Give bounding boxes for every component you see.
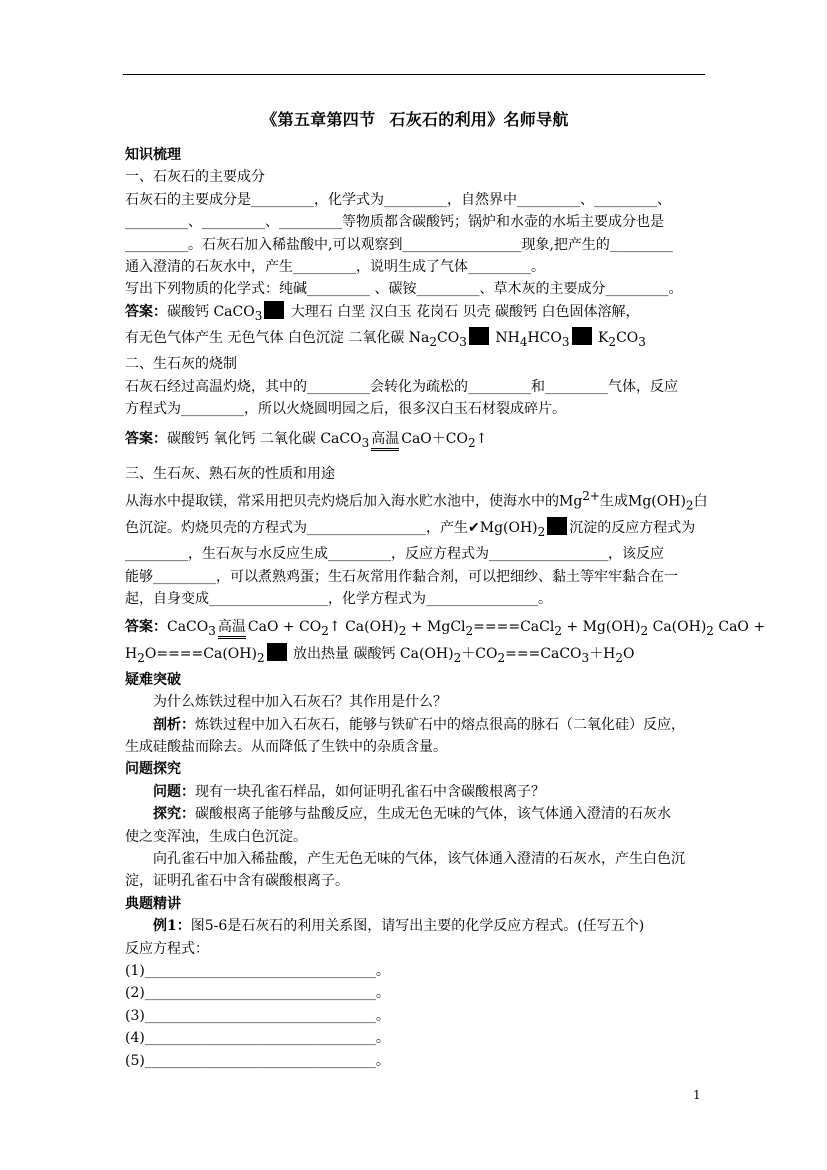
explore-line: 使之变浑浊，生成白色沉淀。 xyxy=(125,828,307,845)
section-heading-zhishi: 知识梳理 xyxy=(125,147,181,163)
answer-blank-line: (4)_________________________________。 xyxy=(125,1030,390,1047)
page-number: 1 xyxy=(693,1088,701,1102)
answer-blank-line: (2)_________________________________。 xyxy=(125,985,390,1002)
example-line: 例1：图5-6是石灰石的利用关系图，请写出主要的化学反应方程式。(任写五个) xyxy=(153,918,645,935)
answer-label: 答案： xyxy=(125,303,167,320)
explore-label: 探究： xyxy=(153,806,195,823)
paragraph-line: 写出下列物质的化学式：纯碱_________ 、碳铵_________、草木灰的主要成分_________。 xyxy=(125,281,683,298)
question-label: 问题： xyxy=(153,783,195,800)
explore-line: 探究：碳酸根离子能够与盐酸反应，生成无色无味的气体，该气体通入澄清的石灰水 xyxy=(153,806,671,823)
paragraph-line: _________，生石灰与水反应生成_________，反应方程式为_________________，该反应 xyxy=(125,546,664,563)
redacted-block xyxy=(267,643,287,661)
redacted-block xyxy=(572,327,592,345)
paragraph-line: _________。石灰石加入稀盐酸中,可以观察到_________________现象,把产生的_________ xyxy=(125,236,673,253)
answer-label: 答案： xyxy=(125,619,167,636)
answer-3-line-2: $H_2O====Ca(OH)_2$ 放出热量 碳酸钙 $Ca(OH)_2+CO_2===CaCO_3+H_2O$ xyxy=(125,643,705,669)
analysis-line: 生成硅酸盐而除去。从而降低了生铁中的杂质含量。 xyxy=(125,738,447,755)
paragraph-line: 通入澄清的石灰水中，产生_________，说明生成了气体_________。 xyxy=(125,259,545,276)
redacted-block xyxy=(547,517,567,535)
section-heading-yinan: 疑难突破 xyxy=(125,671,181,688)
answer-3-line-1: 答案：CaCO$_3$ 高温 CaO + $CO_2↑$ $Ca(OH)_2$ + MgCl$_2$====CaCl$_2$ + $Mg(OH)_2$ $Ca(OH)_2$ CaO + xyxy=(125,619,766,639)
paragraph-line: 起，自身变成_________________，化学方程式为________________。 xyxy=(125,590,552,607)
paragraph-line: 方程式为_________，所以火烧圆明园之后，很多汉白玉石材裂成碎片。 xyxy=(125,401,566,418)
redacted-block xyxy=(469,327,489,345)
analysis-line: 剖析：炼铁过程中加入石灰石，能够与铁矿石中的熔点很高的脉石（二氧化硅）反应， xyxy=(153,716,685,733)
example-sub: 反应方程式： xyxy=(125,940,209,957)
paragraph-line: 石灰石的主要成分是_________，化学式为_________，自然界中_________、_________、 xyxy=(125,191,671,208)
page-title: 《第五章第四节 石灰石的利用》名师导航 xyxy=(261,110,569,129)
explore-line: 淀，证明孔雀石中含有碳酸根离子。 xyxy=(125,873,349,890)
section-heading-wenti: 问题探究 xyxy=(125,761,181,778)
header-rule xyxy=(123,74,705,75)
condition-high-temp: 高温 xyxy=(218,618,246,639)
checkmark-icon: ✔ xyxy=(468,519,480,536)
answer-2: 答案：碳酸钙 氧化钙 二氧化碳 CaCO$_3$ 高温 $CaO+CO_2↑$ xyxy=(125,431,488,451)
paragraph-line: 能够_________，可以煮熟鸡蛋；生石灰常用作黏合剂，可以把细纱、黏土等牢牢黏合在一 xyxy=(125,568,678,585)
answer-label: 答案： xyxy=(125,431,167,448)
paragraph-line: 石灰石经过高温灼烧，其中的_________会转化为疏松的_________和_________气体，反应 xyxy=(125,378,678,395)
answer-1-line-1: 答案：碳酸钙 CaCO$_3$ 大理石 白垩 汉白玉 花岗石 贝壳 碳酸钙 白色固体溶解， xyxy=(125,301,705,327)
question-text: 为什么炼铁过程中加入石灰石？其作用是什么？ xyxy=(153,694,447,711)
analysis-label: 剖析： xyxy=(153,716,195,733)
answer-1-line-2: 有无色气体产生 无色气体 白色沉淀 二氧化碳 $Na_2CO_3$ $NH_4HCO_3$ $K_2CO_3$ xyxy=(125,327,705,353)
answer-blank-line: (3)_________________________________。 xyxy=(125,1007,390,1024)
condition-high-temp: 高温 xyxy=(371,430,399,451)
paragraph-line: 色沉淀。灼烧贝壳的方程式为_________________，产生$✔Mg(OH)_2$ 沉淀的反应方程式为 xyxy=(125,517,705,543)
section-heading-dianti: 典题精讲 xyxy=(125,895,181,912)
answer-blank-line: (5)_________________________________。 xyxy=(125,1052,390,1069)
explore-line: 向孔雀石中加入稀盐酸，产生无色无味的气体，该气体通入澄清的石灰水，产生白色沉 xyxy=(153,851,685,868)
section-heading-3: 三、生石灰、熟石灰的性质和用途 xyxy=(125,465,335,482)
section-heading-1: 一、石灰石的主要成分 xyxy=(125,169,265,186)
paragraph-line: _________、_________、_________等物质都含碳酸钙；锅炉和水壶的水垢主要成分也是 xyxy=(125,214,664,231)
redacted-block xyxy=(264,301,284,319)
question-line: 问题：现有一块孔雀石样品，如何证明孔雀石中含碳酸根离子？ xyxy=(153,783,545,800)
document-body xyxy=(125,108,766,1072)
paragraph-line: 从海水中提取镁，常采用把贝壳灼烧后加入海水贮水池中，使海水中的$Mg^{2+}$生成$Mg(OH)_2$白 xyxy=(125,489,708,513)
answer-blank-line: (1)_________________________________。 xyxy=(125,963,390,980)
section-heading-2: 二、生石灰的烧制 xyxy=(125,356,237,373)
example-label: 例1： xyxy=(153,918,191,935)
